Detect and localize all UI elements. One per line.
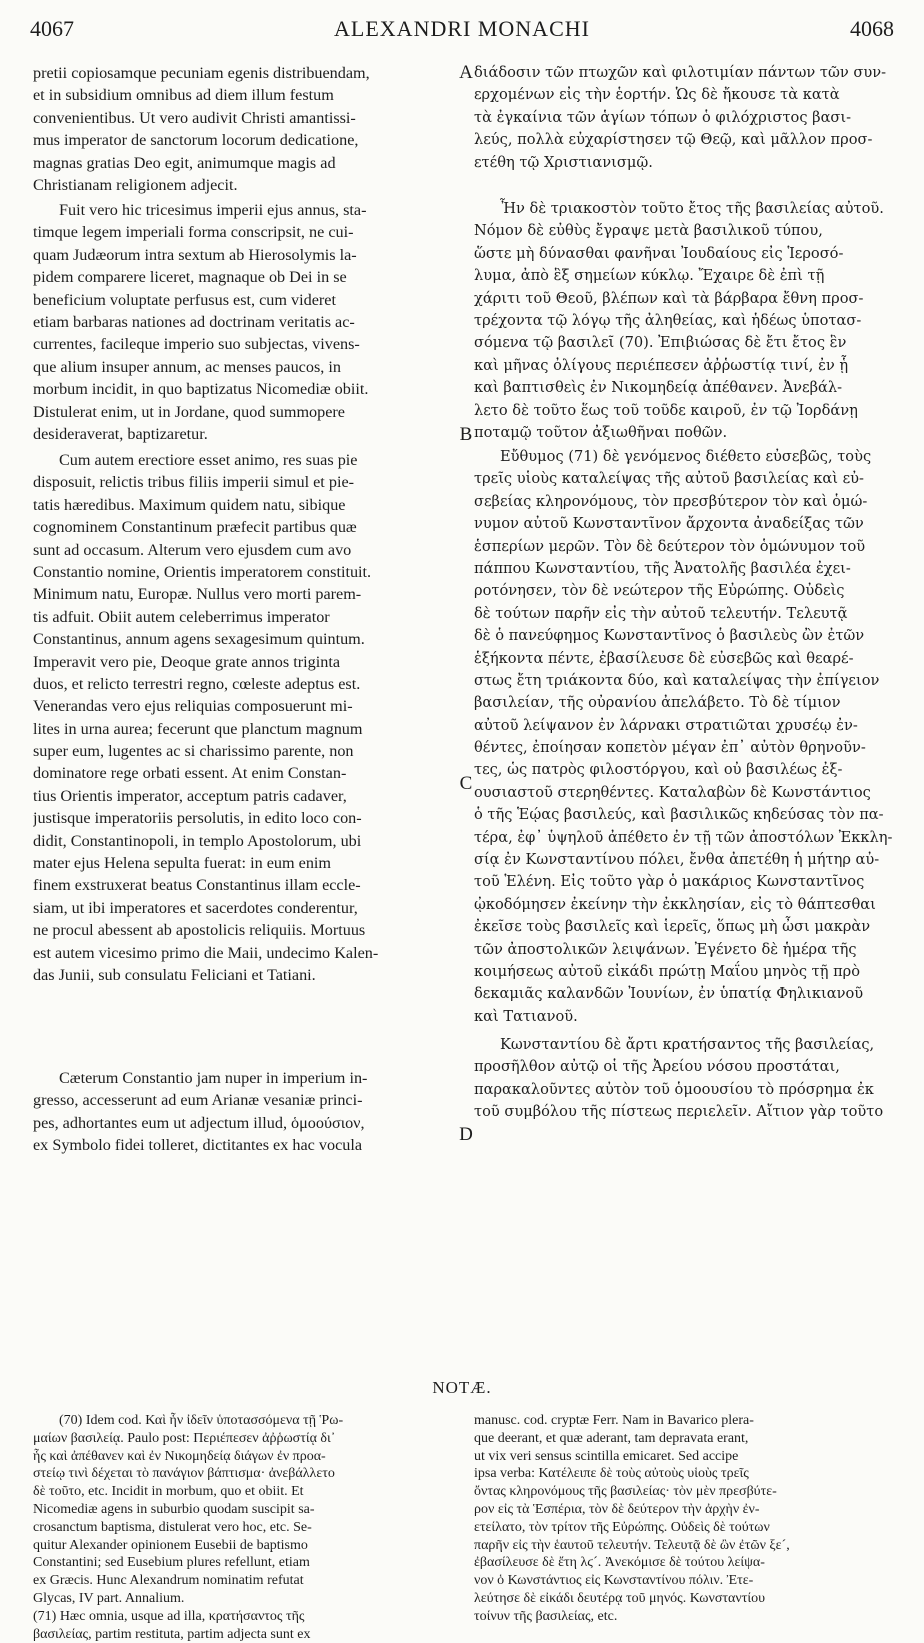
text-line: timque legem imperiali forma conscripsit, ne cui- [33,223,354,242]
text-line: τρέχοντα τῷ λόγῳ τῆς ἀληθείας, καὶ ἡδέως ὑποτασ- [474,311,862,329]
notes-left-column [33,1412,457,1643]
text-line: desideraverat, baptizaretur. [33,424,208,443]
running-title: ALEXANDRI MONACHI [334,16,590,41]
text-line: τρεῖς υἱοὺς καταλείψας τῆς αὐτοῦ βασιλείας καὶ εὐ- [474,470,864,488]
text-line: disposuit, relictis tribus filiis imperii simul et pie- [33,473,355,492]
text-line: λεύς, πολλὰ εὐχαρίστησεν τῷ Θεῷ, καὶ μᾶλλον προσ- [474,131,873,149]
text-line: quam Judæorum intra sextum ab Hierosolymis la- [33,245,357,264]
text-line: pretii copiosamque pecuniam egenis distribuendam, [33,64,370,82]
text-line: tis adfuit. Obiit autem celeberrimus imperator [33,607,330,626]
greek-paragraph [474,62,906,174]
text-line: ipsa verba: Κατέλειπε δὲ τοὺς αὐτοὺς υἱοὺς τρεῖς [474,1466,749,1482]
text-line: θέντες, ἐποίησαν κοπετὸν μέγαν ἐπ᾽ αὐτὸν θρηνοῦν- [474,739,866,757]
text-line: σόμενα τῷ βασιλεῖ (70). Ἐπιβιώσας δὲ ἔτι ἔτος ἓν [474,334,847,352]
text-line: lites in urna aurea; fecerunt que planctum magnum [33,719,363,738]
text-line: τοῦ Ἑλένη. Εἰς τοῦτο γὰρ ὁ μακάριος Κωνσταντῖνος [474,873,865,891]
text-line: et in subsidium omnibus ad diem illum festum [33,86,334,105]
text-line: Κωνσταντίου δὲ ἄρτι κρατήσαντος τῆς βασιλείας, [500,1036,875,1053]
text-line: ἐκεῖσε τοὺς βασιλεῖς καὶ ἱερεῖς, ὅπως μὴ ὦσι μακρὰν [474,918,871,936]
text-line: δεκαμιᾶς καλανδῶν Ἰουνίων, ἐν ὑπατίᾳ Φηλικιανοῦ [474,985,864,1003]
text-line: convenientibus. Ut vero audivit Christi amantissi- [33,108,356,127]
text-line: πάππου Κωνσταντίου, τῆς Ἀνατολῆς βασιλέα ἐχει- [474,559,851,577]
text-line: (70) Idem cod. Καὶ ἦν ἰδεῖν ὑποτασσόμενα τῇ Ῥω- [59,1413,344,1428]
text-line: ερχομένων εἰς τὴν ἑορτήν. Ὡς δὲ ἤκουσε τὰ κατὰ [474,86,840,104]
text-line: τέρα, ἐφ᾽ ὑψηλοῦ ἀπέθετο ἐν τῇ τῶν ἀποστόλων Ἐκκλη- [474,828,893,846]
text-line: Venerandas vero ejus reliquias composuerunt mi- [33,697,353,716]
text-line: sunt ad occasum. Alterum vero ejusdem cum avo [33,540,352,559]
text-line: παρακαλοῦντες αὐτὸν τοῦ ὁμοουσίου τὸ πρόσρημα ἐκ [474,1080,874,1098]
text-line: ρον εἰς τὰ Ἑσπέρια, τὸν δὲ δεύτερον τὴν ἀρχὴν ἐν- [474,1501,760,1517]
notes-title: NOTÆ. [432,1378,492,1397]
text-line: que alium insuper annum, ac menses paucos, in [33,357,341,376]
text-line: morbum incidit, in quo baptizatus Nicomediæ obiit. [33,380,369,399]
text-line: Constantio nomine, Orientis imperatorem constituit. [33,562,372,581]
text-line: quitur Alexander opinionem Eusebii de baptismo [33,1537,308,1553]
text-line: Fuit vero hic tricesimus imperii ejus annus, sta- [59,201,367,219]
text-line: ὄντας κληρονόμους τῆς βασιλείας· τὸν μὲν πρεσβύτε- [474,1484,777,1500]
latin-paragraph [33,449,457,987]
text-line: λεύτησε δὲ εἰκάδι δευτέρᾳ τοῦ μηνός. Κωνσταντίου [474,1590,766,1606]
text-line: Christianam religionem adjecit. [33,175,238,194]
latin-column [33,62,457,1157]
left-page-number: 4067 [30,16,74,41]
text-line: ἑσπερίων μερῶν. Τὸν δὲ δεύτερον τὸν ὁμώνυμον τοῦ [474,537,866,555]
text-line: siam, ut ibi imperatores et sacerdotes conderentur, [33,898,358,917]
text-line: Constantini; sed Eusebium plures refellunt, etiam [33,1555,310,1571]
text-line: didit, Constantinopoli, in templo Apostolorum, ubi [33,831,362,850]
text-line: βασιλείας, partim restituta, partim adjecta sunt ex [33,1626,311,1642]
text-line: προσῆλθον αὐτῷ οἱ τῆς Ἀρείου νόσου προστάται, [474,1058,840,1076]
running-header [30,16,894,50]
greek-column [474,62,906,1124]
text-line: crosanctum baptisma, distulerat vero hoc, etc. Se- [33,1519,312,1535]
text-line: currentes, facileque imperio suo subjectas, vivens- [33,335,360,354]
text-line: κοιμήσεως αὐτοῦ εἰκάδι πρώτῃ Μαΐου μηνὸς τῇ πρὸ [474,962,861,980]
text-line: σεβείας κληρονόμους, τὸν πρεσβύτερον τὸν καὶ ὁμώ- [474,492,868,510]
text-line: στως ἔτη τριάκοντα δύο, καὶ καταλείψας τὴν ἐπίγειον [474,671,880,689]
text-line: Imperavit vero pie, Deoque grate annos triginta [33,652,341,671]
latin-paragraph [33,62,457,196]
text-line: χάριτι τοῦ Θεοῦ, βλέπων καὶ τὰ βάρβαρα ἔθνη προσ- [474,289,864,307]
text-line: super eum, lugentes ac si charissimo parente, non [33,742,354,761]
text-line: ποταμῷ τοῦτον ἀξιωθῆναι ποθῶν. [474,423,728,441]
margin-mark-c: C [459,773,473,794]
margin-mark-d: D [459,1124,473,1145]
text-line: τοίνυν τῆς βασιλείας, etc. [474,1608,618,1624]
text-line: δὲ ὁ πανεύφημος Κωνσταντῖνος ὁ βασιλεὺς ὢν ἐτῶν [474,627,865,645]
text-line: δὲ τούτων παρῆν εἰς τὴν αὐτοῦ τελευτήν. Τελευτᾷ [474,604,848,622]
text-line: beneficium voluptate perfusus est, cum videret [33,290,336,309]
greek-paragraph [474,446,906,1029]
text-line: λετο δὲ τοῦτο ἕως τοῦ τοῦδε καιροῦ, ἐν τῷ Ἰορδάνῃ [474,401,858,419]
text-line: καὶ βαπτισθεὶς ἐν Νικομηδείᾳ ἀπέθανεν. Ἀνεβάλ- [474,379,843,397]
text-line: duos, et relicto terrestri regno, cœleste adeptus est. [33,674,361,693]
greek-paragraph [474,1034,906,1124]
text-line: μαίων βασιλείᾳ. Paulo post: Περιέπεσεν ἀῤῥωστίᾳ δι᾽ [33,1430,336,1446]
text-line: ὥστε μὴ δύνασθαι φανῆναι Ἰουδαίους εἰς Ἱεροσό- [474,244,844,262]
text-line: ὁ τῆς Ἑῴας βασιλεύς, καὶ βασιλικῶς κηδεύσας τὸν πα- [474,806,884,824]
latin-paragraph [33,1067,457,1157]
text-line: ετέθη τῷ Χριστιανισμῷ. [474,153,653,171]
text-line: justisque imperatoriis persolutis, in edito loco con- [33,809,362,828]
text-line: Minimum natu, Europæ. Nullus vero morti parem- [33,585,362,604]
text-line: que deerant, et quæ aderant, tam depravata erant, [474,1430,749,1446]
right-page-number: 4068 [850,16,894,41]
text-line: ροτόνησεν, τὸν δὲ νεώτερον τῆς Εὐρώπης. Οὐδεὶς [474,582,845,600]
text-line: ᾠκοδόμησεν ἐκείνην τὴν ἐκκλησίαν, εἰς τὸ θάπτεσθαι [474,895,876,913]
text-line: καὶ μῆνας ὀλίγους περιέπεσεν ἀῤῥωστίᾳ τινί, ἐν ᾗ [474,356,849,374]
text-line: αὐτοῦ λείψανον ἐν λάρνακι στρατιῶται χρυσέῳ ἐν- [474,716,858,734]
text-line: βασιλείαν, τῆς οὐρανίου ἀπελάβετο. Τὸ δὲ τίμιον [474,694,841,712]
text-line: Nicomediæ agens in suburbio quodam suscipit sa- [33,1501,315,1517]
margin-mark-b: B [459,424,473,445]
text-line: Glycas, IV part. Annalium. [33,1590,185,1606]
text-line: Distulerat enim, ut in Jordane, quod summopere [33,402,345,421]
text-line: τες, ὡς πατρὸς φιλοστόργου, καὶ οὐ βασιλέως ἐξ- [474,761,843,779]
text-line: tius Orientis imperator, acceptum patris cadaver, [33,786,347,805]
text-line: Constantinus, annum agens sexagesimum quintum. [33,630,365,649]
text-line: magnas gratias Deo egit, animumque magis ad [33,153,336,172]
text-line: ut vix veri sensus scintilla emicaret. Sed accipe [474,1448,739,1464]
text-line: ne procul abessent ab apostolicis reliquiis. Mortuus [33,921,366,940]
text-line: ex Græcis. Hunc Alexandrum nominatim refutat [33,1573,304,1589]
text-line: Νόμον δὲ εὐθὺς ἔγραψε μετὰ βασιλικοῦ τύπου, [474,222,823,240]
margin-mark-a: A [459,62,473,83]
greek-paragraph [474,198,906,444]
text-line: δὲ τοῦτο, etc. Incidit in morbum, quo et obiit. Et [33,1484,304,1500]
text-line: ἐβασίλευσε δὲ ἔτη λϛ´. Ἀνεκόμισε δὲ τούτου λείψα- [474,1555,765,1571]
text-line: σίᾳ ἐν Κωνσταντίνου πόλει, ἔνθα ἀπετέθη ἡ μήτηρ αὐ- [474,851,880,869]
text-line: καὶ Τατιανοῦ. [474,1007,578,1025]
text-line: ἧς καὶ ἀπέθανεν καὶ ἐν Νικομηδείᾳ διάγων ἐν προα- [33,1448,326,1464]
text-line: ἑξήκοντα πέντε, ἐβασίλευσε δὲ εὐσεβῶς καὶ θεαρέ- [474,649,854,667]
text-line: ετείλατο, τὸν τρίτον τῆς Εὐρώπης. Οὐδεὶς δὲ τούτων [474,1519,770,1535]
latin-paragraph [33,199,457,445]
text-line: ex Symbolo fidei tolleret, dictitantes ex hac vocula [33,1136,363,1155]
text-line: τῶν ἀποστολικῶν λειψάνων. Ἐγένετο δὲ ἡμέρα τῆς [474,940,857,958]
text-line: Εὔθυμος (71) δὲ γενόμενος διέθετο εὐσεβῶς, τοὺς [500,448,872,465]
text-line: νυμον αὐτοῦ Κωνσταντῖνον ἄρχοντα ἀναδείξας τῶν [474,515,864,533]
text-line: dominatore rege orbati essent. At enim Constan- [33,764,347,783]
text-line: τὰ ἐγκαίνια τῶν ἁγίων τόπων ὁ φιλόχριστος βασι- [474,108,852,126]
text-line: est autem vicesimo primo die Maii, undecimo Kalen- [33,943,379,962]
text-line: διάδοσιν τῶν πτωχῶν καὶ φιλοτιμίαν πάντων τῶν συν- [474,64,887,81]
text-line: Cum autem erectiore esset animo, res suas pie [59,451,358,469]
text-line: gresso, accesserunt ad eum Arianæ vesaniæ princi- [33,1091,363,1110]
text-line: τοῦ συμβόλου τῆς πίστεως περιελεῖν. Αἴτιον γὰρ τοῦτο [474,1103,884,1121]
text-line: Ἦν δὲ τριακοστὸν τοῦτο ἔτος τῆς βασιλείας αὐτοῦ. [500,200,884,217]
text-line: νον ὁ Κωνστάντιος εἰς Κωνσταντίνου πόλιν. Ἐτε- [474,1573,754,1589]
text-line: (71) Hæc omnia, usque ad illa, κρατήσαντος τῆς [33,1608,305,1624]
text-line: mater ejus Helena sepulta fuerat: in eum enim [33,854,332,873]
text-line: στείῳ τινὶ δέχεται τὸ πανάγιον βάπτισμα· ἀνεβάλλετο [33,1466,335,1482]
text-line: ουσιαστοῦ στερηθέντες. Καταλαβὼν δὲ Κωνστάντιος [474,783,871,801]
text-line: etiam barbaras nationes ad doctrinam veritatis ac- [33,312,355,331]
text-line: λυμα, ἀπὸ ἓξ σημείων κύκλῳ. Ἔχαιρε δὲ ἐπὶ τῇ [474,267,825,285]
text-line: tatis hæredibus. Maximum quidem natu, sibique [33,495,346,514]
notes-right-column [474,1412,906,1626]
text-line: manusc. cod. cryptæ Ferr. Nam in Bavarico plera- [474,1413,754,1428]
text-line: das Junii, sub consulatu Feliciani et Tatiani. [33,965,316,984]
text-line: finem exstruxerat beatus Constantinus illam eccle- [33,876,361,895]
text-line: mus imperator de sanctorum locorum dedicatione, [33,131,359,150]
text-line: Cæterum Constantio jam nuper in imperium in- [59,1069,368,1087]
text-line: παρῆν εἰς τὴν ἑαυτοῦ τελευτήν. Τελευτᾷ δὲ ὢν ἐτῶν ξε´, [474,1537,790,1553]
text-line: cognominem Constantinum præfecit partibus quæ [33,518,357,537]
text-line: pes, adhortantes eum ut adjectum illud, ὁμοούσιον, [33,1113,365,1132]
text-line: pidem comparere liceret, magnaque ob Dei in se [33,268,347,287]
